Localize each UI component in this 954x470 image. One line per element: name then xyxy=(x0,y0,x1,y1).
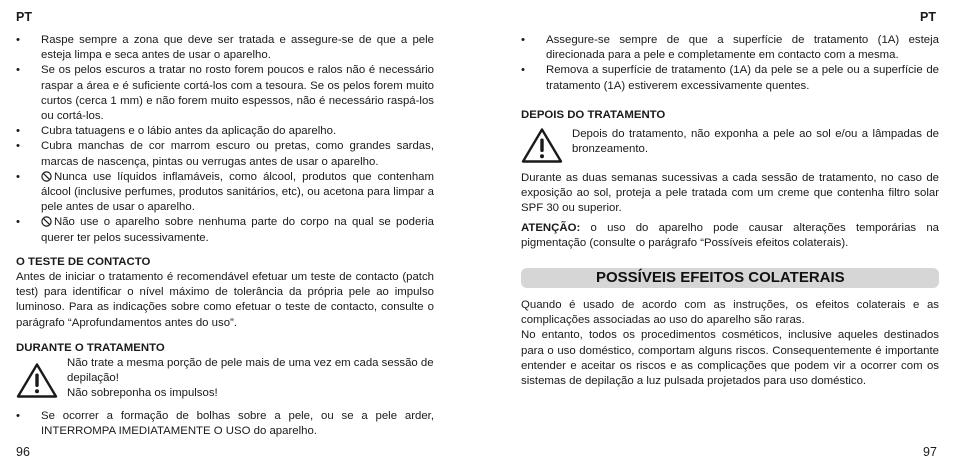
prohibited-icon xyxy=(41,216,52,227)
section-heading-during-treatment: DURANTE O TRATAMENTO xyxy=(16,341,165,354)
bullet-icon: • xyxy=(16,140,20,153)
section-heading-contact-test: O TESTE DE CONTACTO xyxy=(16,255,151,268)
preparation-bullets xyxy=(16,33,434,246)
list-item: • Nunca use líquidos inflamáveis, como álcool, produtos que contenham álcool (inclusive perfumes, produtos sanitários, etc), ou acetona para limpar a pele antes de usar o aparelho. xyxy=(16,170,434,214)
side-effects-para1: Quando é usado de acordo com as instruções, os efeitos colaterais e as complicações associadas ao uso do aparelho são raras. xyxy=(521,299,939,327)
language-header: PT xyxy=(16,10,32,24)
section-heading-side-effects: POSSÍVEIS EFEITOS COLATERAIS xyxy=(521,268,939,288)
bullet-icon: • xyxy=(16,216,20,229)
list-item: • Cubra manchas de cor marrom escuro ou pretas, como grandes sardas, marcas de nascença, pintas ou verrugas antes de usar o aparelho. xyxy=(16,140,434,168)
bullet-icon: • xyxy=(16,64,20,77)
right-page xyxy=(477,0,954,470)
contact-test-body: Antes de iniciar o tratamento é recomendável efetuar um teste de contacto (patch test) para identificar o nível máximo de tolerância da própria pele ao impulso luminoso. Para as indicações sobre como efetuar o teste de contacto, consulte o parágrafo “Aprofundamentos antes do uso”. xyxy=(16,271,434,329)
left-column xyxy=(16,33,434,439)
treatment-bullets xyxy=(521,33,939,94)
warning-triangle-icon xyxy=(16,362,58,399)
warning-triangle-icon xyxy=(521,127,563,164)
list-item: • Assegure-se sempre de que a superfície de tratamento (1A) esteja direcionada para a pele e completamente em contacto com a mesma. xyxy=(521,34,939,62)
side-effects-para2: No entanto, todos os procedimentos cosméticos, inclusive aqueles destinados para o uso doméstico, comportam alguns riscos. Consequentemente é importante entender e aceitar os riscos e as complicações que podem vir a ocorrer com os sistemas de depilação a luz pulsada projetados para uso doméstico. xyxy=(521,329,939,388)
bullet-icon: • xyxy=(16,170,20,183)
bullet-icon: • xyxy=(521,34,525,46)
warning-text-line1: Não trate a mesma porção de pele mais de uma vez em cada sessão de depilação! xyxy=(67,357,434,385)
list-item: • Raspe sempre a zona que deve ser tratada e assegure-se de que a pele esteja limpa e seca antes de usar o aparelho. xyxy=(16,34,434,62)
warning-block-after xyxy=(521,123,939,165)
language-header: PT xyxy=(920,10,936,24)
list-item: • Se os pelos escuros a tratar no rosto forem poucos e ralos não é necessário raspar a área e é suficiente cortá-los com a tesoura. Se os pelos forem muito curtos (cerca 1 mm) e não forem muito espessos, não é necessário raspá-los ou cortá-los. xyxy=(16,64,434,123)
warning-block-during xyxy=(16,356,434,403)
list-item: • Cubra tatuagens e o lábio antes da aplicação do aparelho. xyxy=(16,124,434,139)
warning-text-line2: Não sobreponha os impulsos! xyxy=(67,387,218,400)
section-heading-after-treatment: DEPOIS DO TRATAMENTO xyxy=(521,108,666,121)
list-item: • Remova a superfície de tratamento (1A) da pele se a pele ou a superfície de tratamento (1A) estiverem excessivamente quentes. xyxy=(521,64,939,92)
right-column xyxy=(521,33,939,389)
page-number: 97 xyxy=(923,445,937,459)
bullet-icon: • xyxy=(16,34,20,46)
page-number: 96 xyxy=(16,445,30,459)
after-treatment-body: Durante as duas semanas sucessivas a cada sessão de tratamento, no caso de exposição ao sol, proteja a pele tratada com um creme que contenha filtro solar SPF 30 ou superior. xyxy=(521,172,939,215)
list-item: • Se ocorrer a formação de bolhas sobre a pele, ou se a pele arder, INTERROMPA IMEDIATAMENTE O USO do aparelho. xyxy=(16,410,434,438)
during-bullets xyxy=(16,409,434,439)
list-item: • Não use o aparelho sobre nenhuma parte do corpo na qual se poderia querer ter pelos sucessivamente. xyxy=(16,216,434,244)
bullet-icon: • xyxy=(16,125,20,138)
prohibited-icon xyxy=(41,171,52,182)
attention-label: ATENÇÃO: xyxy=(521,221,581,234)
bullet-icon: • xyxy=(521,64,525,77)
attention-note: ATENÇÃO: o uso do aparelho pode causar alterações temporárias na pigmentação (consulte o parágrafo “Possíveis efeitos colaterais). xyxy=(521,221,939,249)
bullet-icon: • xyxy=(16,410,20,423)
warning-text-after: Depois do tratamento, não exponha a pele ao sol e/ou a lâmpadas de bronzeamento. xyxy=(572,128,939,156)
